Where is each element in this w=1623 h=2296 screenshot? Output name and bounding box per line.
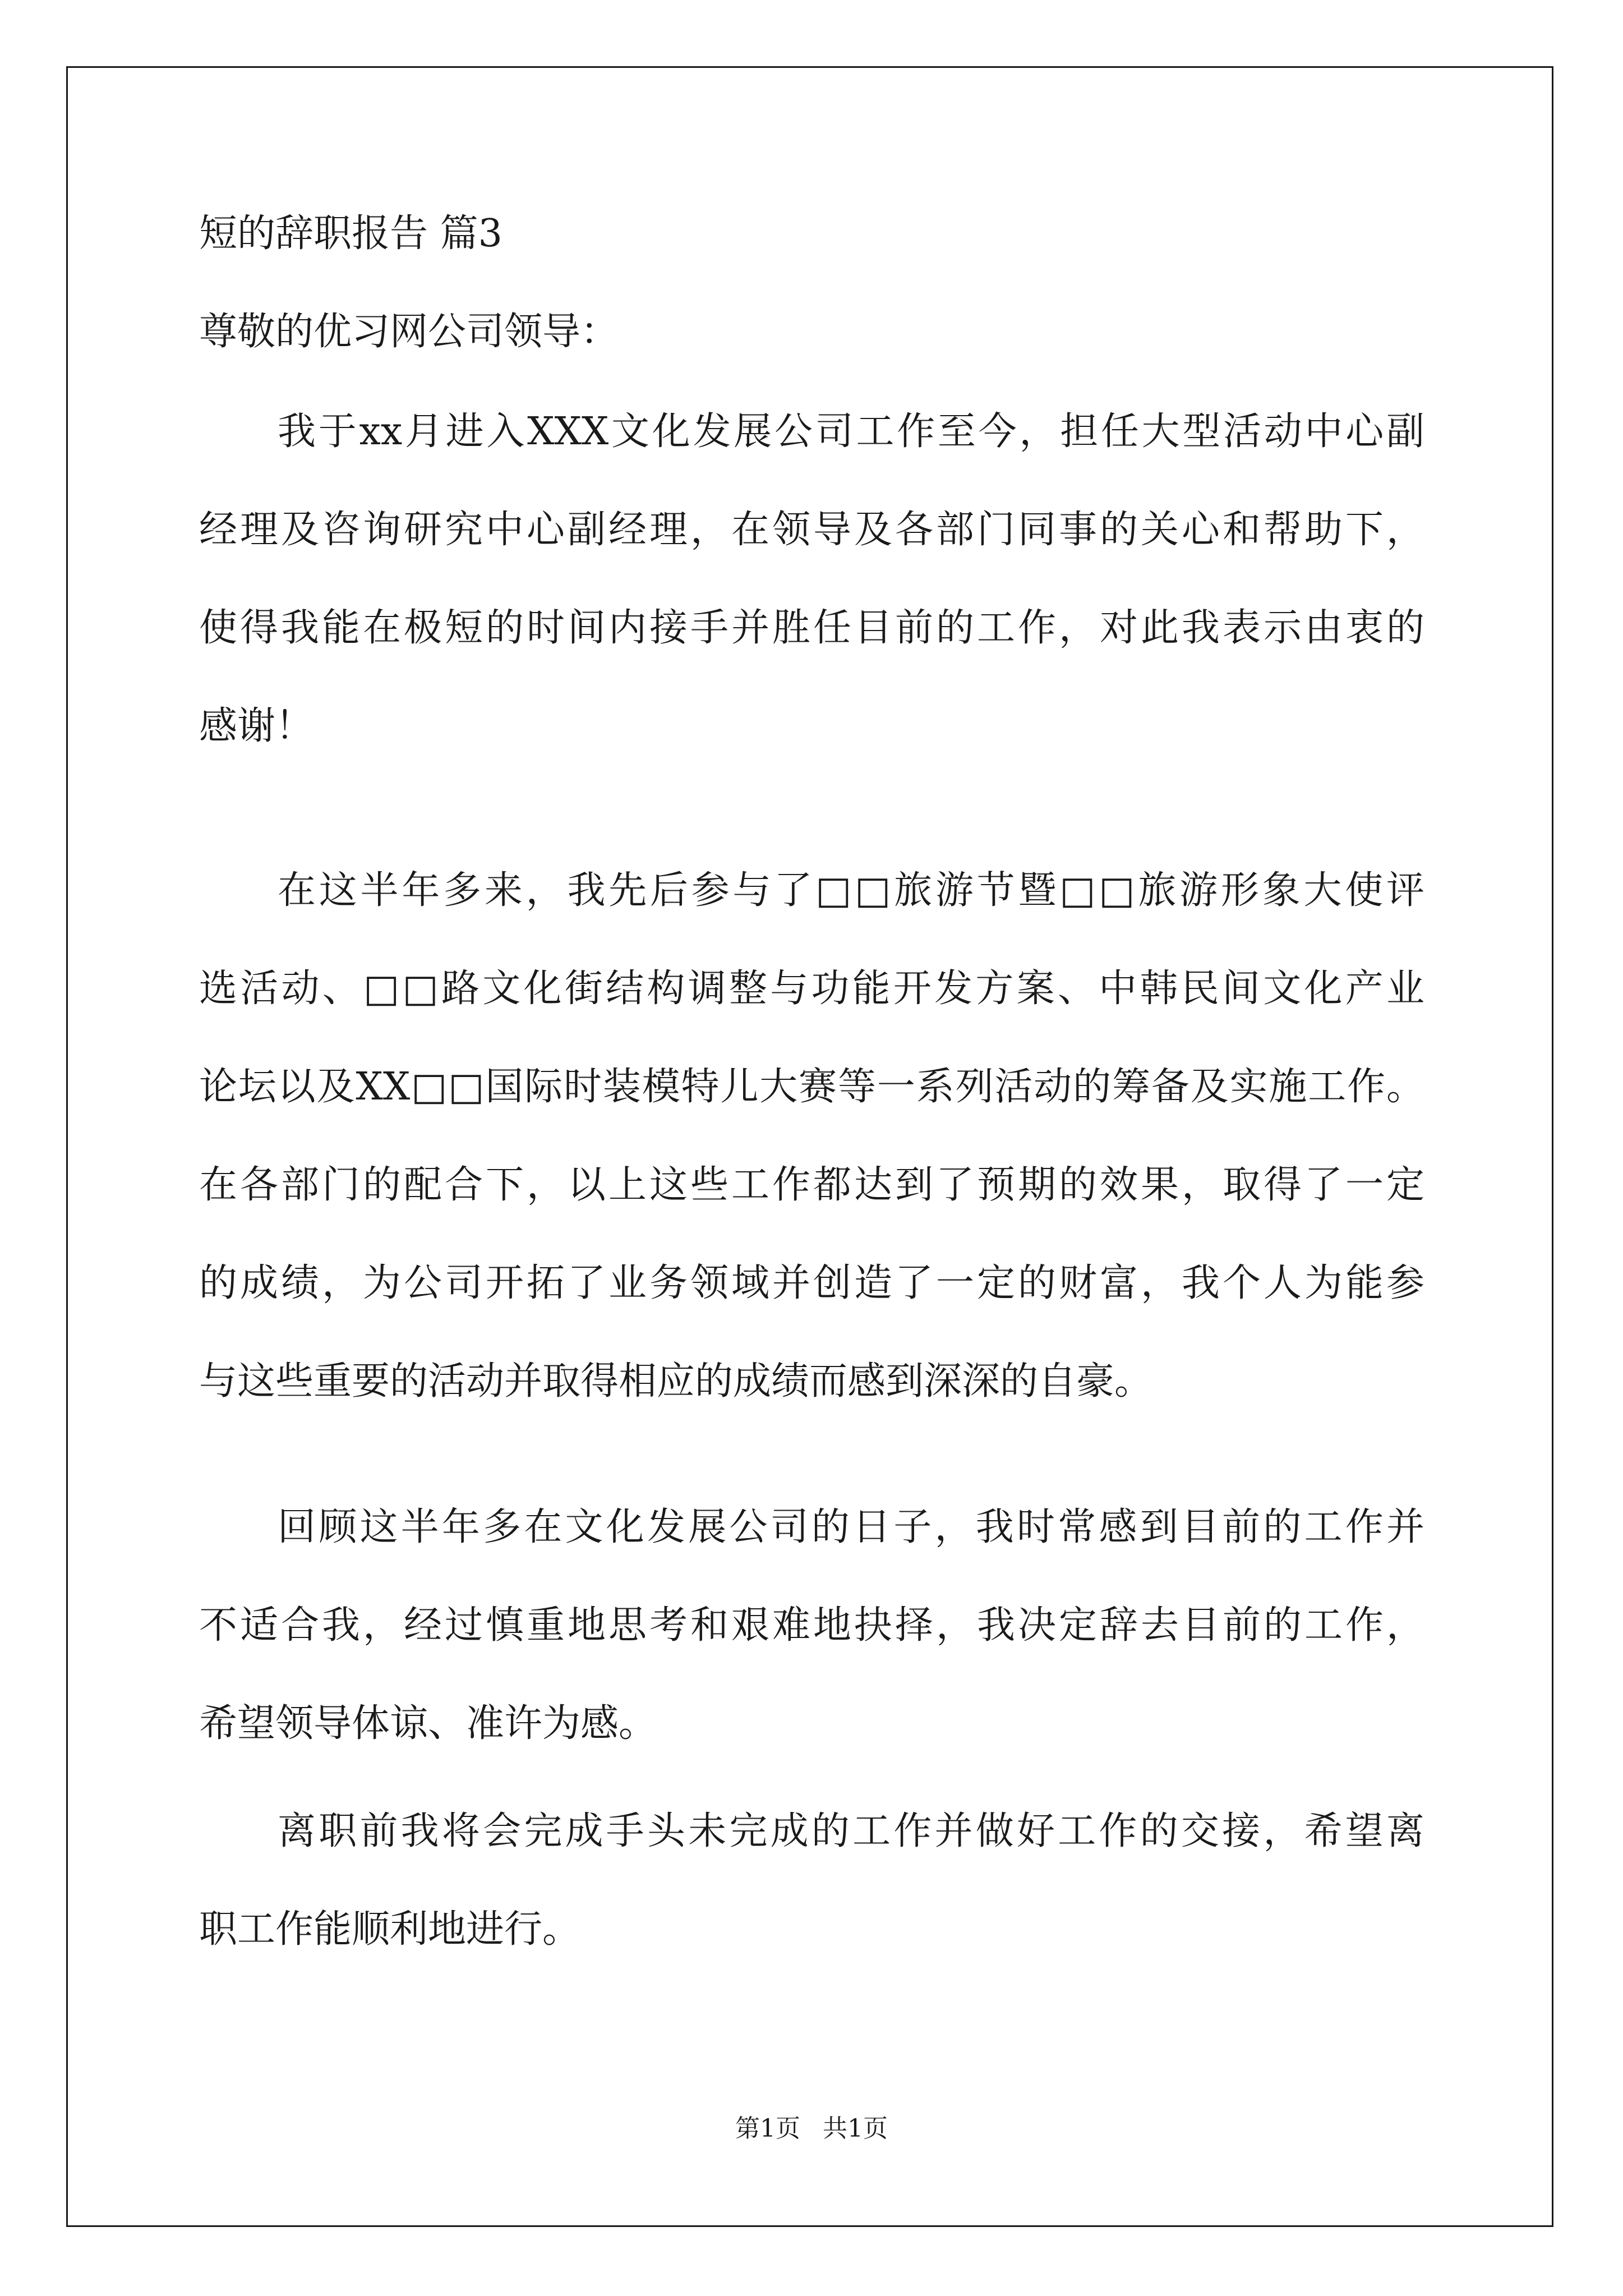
paragraph-1-line-4: 感谢！ bbox=[199, 704, 314, 748]
page-border bbox=[66, 66, 1553, 2227]
paragraph-1-line-3: 使得我能在极短的时间内接手并胜任目前的工作，对此我表示由衷的 bbox=[199, 606, 1424, 650]
paragraph-3-line-3: 希望领导体谅、准许为感。 bbox=[199, 1701, 657, 1746]
paragraph-2-line-4: 在各部门的配合下，以上这些工作都达到了预期的效果，取得了一定 bbox=[199, 1163, 1424, 1207]
salutation: 尊敬的优习网公司领导： bbox=[199, 310, 619, 354]
document-title: 短的辞职报告 篇3 bbox=[199, 211, 502, 256]
page-number: 第1页 bbox=[735, 2114, 800, 2143]
paragraph-1-line-2: 经理及咨询研究中心副经理，在领导及各部门同事的关心和帮助下， bbox=[199, 508, 1424, 552]
paragraph-3-line-1: 回顾这半年多在文化发展公司的日子，我时常感到目前的工作并 bbox=[278, 1505, 1424, 1549]
paragraph-2-line-5: 的成绩，为公司开拓了业务领域并创造了一定的财富，我个人为能参 bbox=[199, 1261, 1424, 1305]
paragraph-2-line-2: 选活动、□□路文化街结构调整与功能开发方案、中韩民间文化产业 bbox=[199, 967, 1424, 1011]
paragraph-2-line-1: 在这半年多来，我先后参与了□□旅游节暨□□旅游形象大使评 bbox=[278, 868, 1424, 913]
paragraph-4-line-2: 职工作能顺利地进行。 bbox=[199, 1907, 581, 1952]
page-footer bbox=[0, 2112, 1623, 2146]
paragraph-2-line-3: 论坛以及XX□□国际时装模特儿大赛等一系列活动的筹备及实施工作。 bbox=[199, 1065, 1424, 1109]
paragraph-2-line-6: 与这些重要的活动并取得相应的成绩而感到深深的自豪。 bbox=[199, 1359, 1153, 1404]
paragraph-1-line-1: 我于xx月进入XXX文化发展公司工作至今，担任大型活动中心副 bbox=[278, 409, 1424, 454]
paragraph-4-line-1: 离职前我将会完成手头未完成的工作并做好工作的交接，希望离 bbox=[278, 1809, 1424, 1853]
paragraph-3-line-2: 不适合我，经过慎重地思考和艰难地抉择，我决定辞去目前的工作， bbox=[199, 1603, 1424, 1648]
page-total: 共1页 bbox=[823, 2114, 888, 2143]
